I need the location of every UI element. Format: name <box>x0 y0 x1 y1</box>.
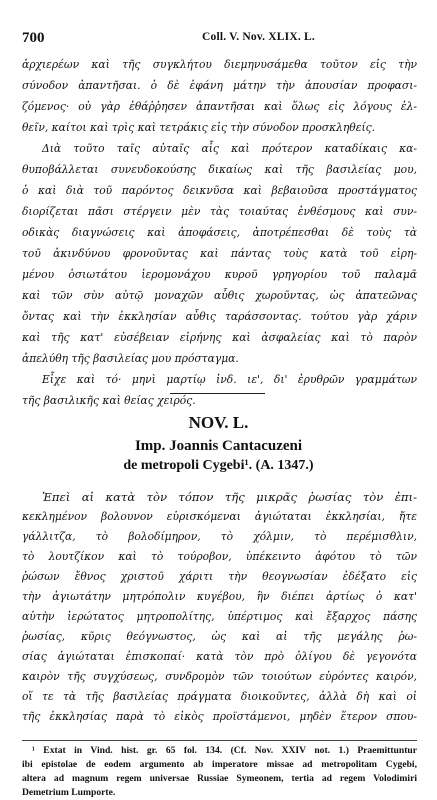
text-line: Ἐπεὶ αἱ κατὰ τὸν τόπον τῆς μικρᾶς ῥωσίας τὸν ἐπι- <box>42 490 417 504</box>
text-line: ἀπελύθη τῆς βασιλείας μου πρόσταγμα. <box>22 352 239 365</box>
running-head: Coll. V. Nov. XLIX. L. <box>202 31 315 43</box>
novel-subtitle: de metropoli Cygebi¹. (A. 1347.) <box>123 458 314 473</box>
text-line: Διὰ τοῦτο ταῖς αὐταῖς αἷς καὶ πρότερον καταδίκαις κα- <box>42 142 417 155</box>
text-line: ῥωσίας, κῦρις θεόγνωστος, ὡς καὶ αἱ τῆς μεγάλης ῥω- <box>22 630 417 643</box>
text-line: καὶ τῶν σὺν αὐτῷ μοναχῶν αὖθις χωροῦντας, ὡς ἀπατεῶνας <box>22 289 417 302</box>
text-line: καιρὸν τῆς συγχύσεως, συνδρομὸν τῶν τοιούτων εὑρόντες καιρόν, <box>22 670 417 683</box>
page-number: 700 <box>22 30 45 46</box>
text-line: τῆς ἐκκλησίας παρὰ τὸ εἰκὸς προϊστάμενοι, μηδὲν ἕτερον σπου- <box>22 710 417 723</box>
text-line: αὐτὴν ἱερώτατος μητροπολίτης, ὑπέρτιμος καὶ ἔξαρχος πάσης <box>22 610 417 623</box>
novel-title: Imp. Joannis Cantacuzeni <box>134 438 303 454</box>
text-line: μένου ὁσιωτάτου ἱερομονάχου κυροῦ γρηγορίου τοῦ παλαμᾶ <box>22 268 417 281</box>
footnote-rule <box>22 740 417 741</box>
text-line: σύνοδον ἀπαντῆσαι. ὁ δὲ ἐφάνη μάτην τὴν ἀπουσίαν προφασι- <box>22 79 417 92</box>
footnote-line: altera ad magnum regem universae Russiae Symeonem, tertia ad regem Volodimiri <box>22 773 417 784</box>
text-line: θυποβάλλεται συνευδοκούσης δικαίως καὶ τῆς βασιλείας μου, <box>22 163 417 176</box>
text-line: γάλλιτζα, τὸ βολοδίμηρον, τὸ χόλμιν, τὸ περέμισθλιν, <box>22 530 417 543</box>
footnote-line: ibi epistolae de eodem argumento ab imperatore missae ad metropolitam Cygebi, <box>22 759 417 770</box>
text-line: θεῖν, καίτοι καὶ τρὶς καὶ τετράκις εἰς τὴν σύνοδον προσκληθείς. <box>22 121 376 134</box>
text-line: σίας ἁγιώταται ἐπισκοπαί· κατὰ τὸν πρὸ ὀλίγου δὲ γεγονότα <box>22 650 417 663</box>
text-line: τοῦ ἀκινδύνου φρονοῦντας καὶ πάντας τοὺς κατὰ τοῦ εἰρη- <box>22 247 417 260</box>
text-line: ὁ καὶ διὰ τοῦ παρόντος δεικνῦσα καὶ βεβαιοῦσα προστάγματος <box>22 184 417 197</box>
text-line: καὶ τῆς κατ' εὐσέβειαν εἰρήνης καὶ ἀσφαλείας καὶ τὸ παρὸν <box>22 331 417 344</box>
page-header <box>22 30 415 48</box>
text-line: διορίζεται πᾶσι στέργειν μὲν τὰς τοιαύτας ἐνθέσμους καὶ συν- <box>22 205 417 218</box>
text-line: τῆς βασιλικῆς καὶ θείας χειρός. <box>22 394 196 407</box>
text-line: ζόμενος· οὐ γὰρ ἐθάῤῥησεν ἀπαντῆσαι καὶ ὅλως εἰς λόγους ἐλ- <box>22 100 417 113</box>
text-line: ἀρχιερέων καὶ τῆς συγκλήτου διεμηνυσάμεθα τοῦτον εἰς τὴν <box>22 58 417 71</box>
section-divider <box>170 393 265 394</box>
text-line: τὴν ἁγιωτάτην μητρόπολιν κυγέβου, ἣν διέπει ἀρτίως ὁ κατ' <box>22 590 417 603</box>
footnote-line: ¹ Extat in Vind. hist. gr. 65 fol. 134. (Cf. Nov. XXIV not. 1.) Praemittuntur <box>32 745 417 756</box>
footnote-line: Demetrium Lumporte. <box>22 787 116 798</box>
text-line: ῥώσων ἔθνος χριστοῦ χάριτι τὴν θεογνωσίαν ἐδέξατο εἰς <box>22 570 417 583</box>
novel-number: NOV. L. <box>188 413 249 432</box>
text-line: οδικὰς διαγνώσεις καὶ ἀποφάσεις, ἀποτρέπεσθαι δὲ τοὺς τὰ <box>22 226 417 239</box>
text-line: οἵ τε τὰ τῆς βασιλείας πράγματα διοικοῦντες, ἀλλὰ δὴ καὶ οἱ <box>22 690 417 703</box>
text-line: τὸ λουτζίκον καὶ τὸ τούροβον, ὑπέκειντο ἀφότου τὸ τῶν <box>22 550 417 563</box>
text-line: ὄντας καὶ τὴν ἐκκλησίαν αὖθις ταράσσοντας. τούτου γὰρ χάριν <box>22 310 417 323</box>
text-line: Εἶχε καὶ τό· μηνὶ μαρτίῳ ἰνδ. ιε', δι' ἐρυθρῶν γραμμάτων <box>42 373 417 386</box>
text-line: κεκλημένον βολουνον εὑρισκόμεναι ἁγιώταται ἐκκλησίαι, ἤτε <box>22 510 417 523</box>
